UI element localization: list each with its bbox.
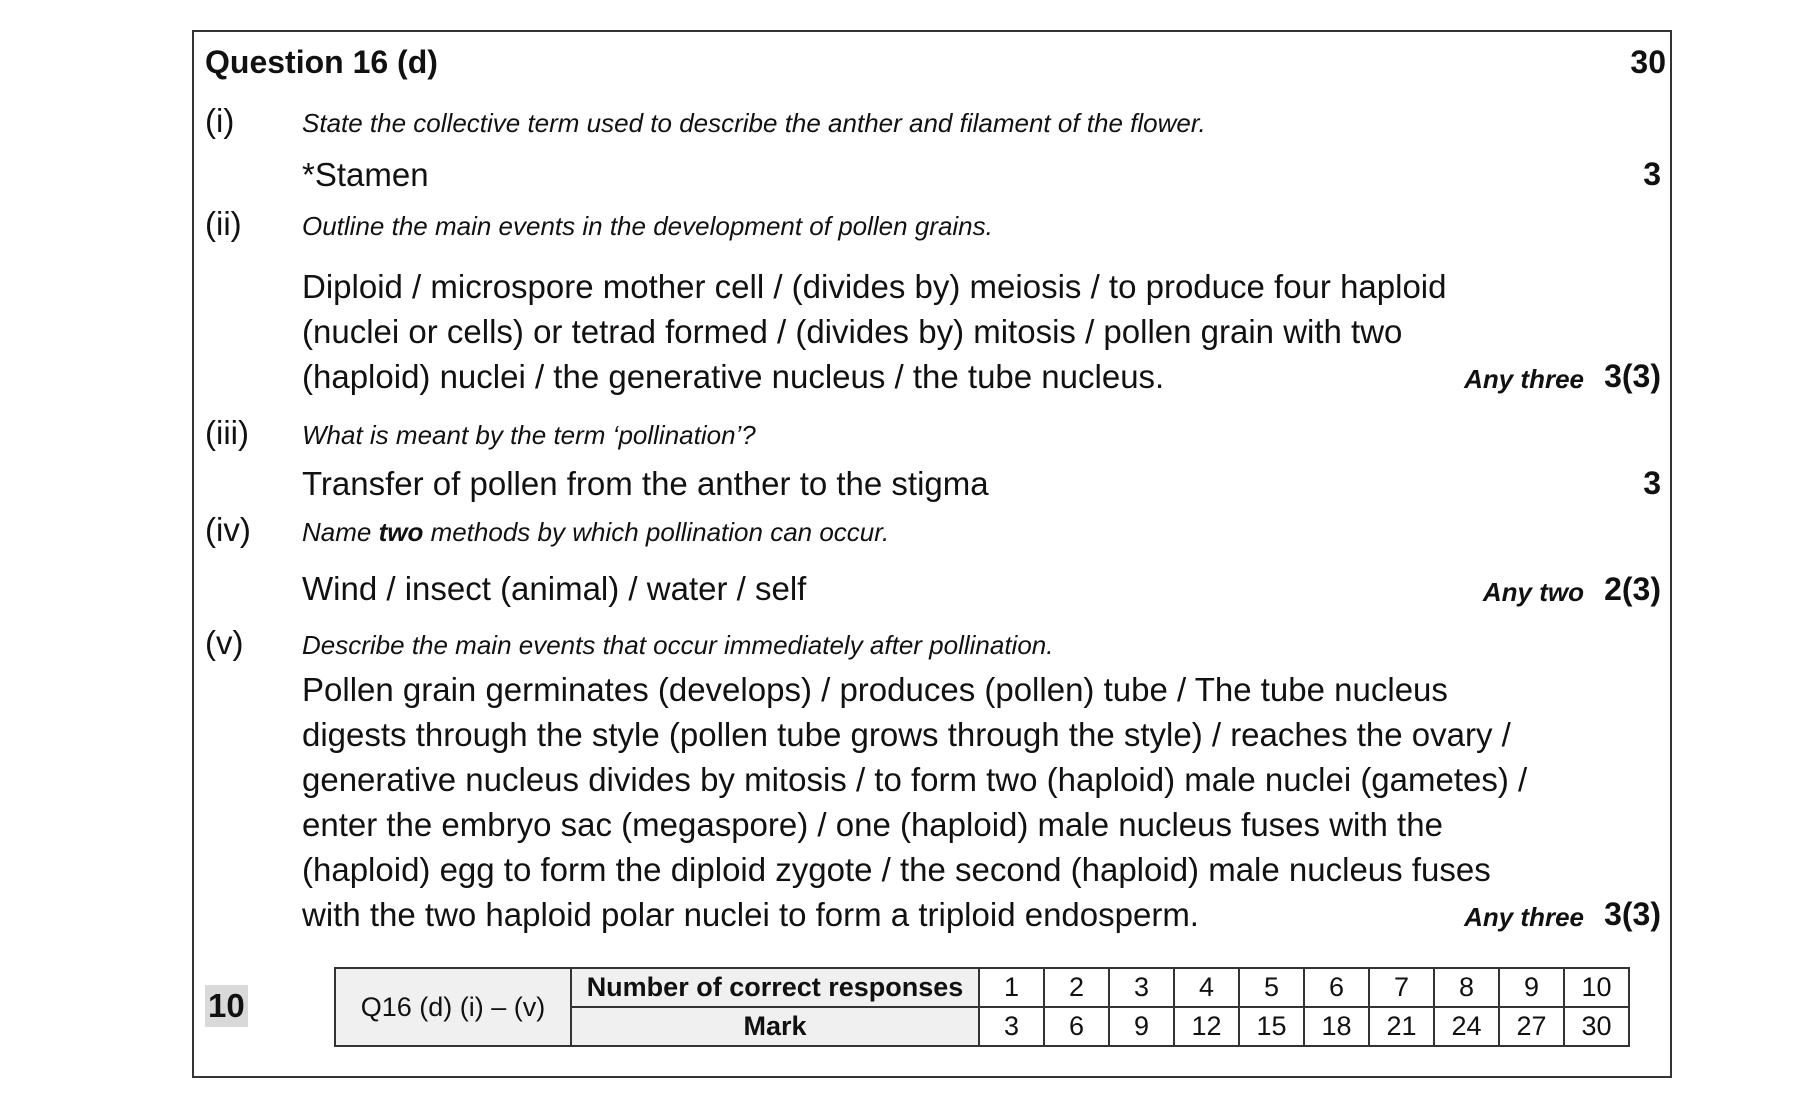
part-v-number: (v)	[205, 624, 244, 661]
mark-cell: 12	[1174, 1007, 1239, 1046]
part-ii-qualifier: Any three	[1464, 364, 1584, 394]
response-cell: 8	[1434, 968, 1499, 1007]
response-cell: 5	[1239, 968, 1304, 1007]
part-v-answer-line-5: (haploid) egg to form the diploid zygote / the second (haploid) male nucleus fuses	[302, 851, 1491, 888]
mark-cell: 27	[1499, 1007, 1564, 1046]
part-i-prompt: State the collective term used to describe the anther and filament of the flower.	[302, 108, 1206, 138]
response-cell: 3	[1109, 968, 1174, 1007]
score-table-question-label: Q16 (d) (i) – (v)	[335, 968, 571, 1046]
part-ii-answer-line-1: Diploid / microspore mother cell / (divides by) meiosis / to produce four haploid	[302, 268, 1447, 305]
part-v-answer-line-2: digests through the style (pollen tube grows through the style) / reaches the ovary /	[302, 716, 1511, 753]
response-cell: 7	[1369, 968, 1434, 1007]
mark-cell: 9	[1109, 1007, 1174, 1046]
mark-cell: 24	[1434, 1007, 1499, 1046]
part-iv-prompt-start: Name	[302, 517, 379, 547]
part-v-mark: 3(3)	[1604, 896, 1661, 932]
score-table	[334, 967, 1630, 1047]
part-v-answer-line-1: Pollen grain germinates (develops) / produces (pollen) tube / The tube nucleus	[302, 671, 1448, 708]
mark-cell: 15	[1239, 1007, 1304, 1046]
mark-cell: 21	[1369, 1007, 1434, 1046]
response-cell: 2	[1044, 968, 1109, 1007]
part-v-prompt: Describe the main events that occur immediately after pollination.	[302, 630, 1054, 660]
part-iv-answer: Wind / insect (animal) / water / self	[302, 570, 807, 607]
part-v-answer-line-4: enter the embryo sac (megaspore) / one (haploid) male nucleus fuses with the	[302, 806, 1443, 843]
part-v-qualifier: Any three	[1464, 902, 1584, 932]
part-v-answer-line-3: generative nucleus divides by mitosis / to form two (haploid) male nuclei (gametes) /	[302, 761, 1528, 798]
part-i-answer: *Stamen	[302, 156, 429, 193]
part-iii-mark: 3	[1643, 465, 1661, 501]
question-title: Question 16 (d)	[205, 44, 438, 80]
response-cell: 1	[979, 968, 1044, 1007]
part-i-mark: 3	[1643, 156, 1661, 192]
part-iv-prompt-end: methods by which pollination can occur.	[423, 517, 890, 547]
part-iv-qualifier: Any two	[1482, 577, 1584, 607]
part-iii-prompt: What is meant by the term ‘pollination’?	[302, 420, 756, 450]
part-iii-number: (iii)	[205, 414, 249, 451]
part-iv-prompt	[302, 517, 889, 548]
part-ii-prompt: Outline the main events in the development of pollen grains.	[302, 211, 993, 241]
part-ii-mark: 3(3)	[1604, 358, 1661, 394]
mark-cell: 30	[1564, 1007, 1629, 1046]
responses-header: Number of correct responses	[571, 968, 979, 1007]
mark-cell: 6	[1044, 1007, 1109, 1046]
response-cell: 6	[1304, 968, 1369, 1007]
part-ii-answer-line-3: (haploid) nuclei / the generative nucleus / the tube nucleus.	[302, 358, 1165, 395]
table-row-responses	[335, 968, 1629, 1007]
part-iv-prompt-emphasis: two	[378, 517, 424, 547]
marks-badge: 10	[205, 985, 248, 1027]
part-ii-number: (ii)	[205, 205, 242, 242]
mark-header: Mark	[571, 1007, 979, 1046]
response-cell: 10	[1564, 968, 1629, 1007]
mark-cell: 3	[979, 1007, 1044, 1046]
part-ii-answer-line-2: (nuclei or cells) or tetrad formed / (divides by) mitosis / pollen grain with two	[302, 313, 1403, 350]
part-iii-answer: Transfer of pollen from the anther to the stigma	[302, 465, 989, 502]
part-iv-number: (iv)	[205, 511, 251, 548]
part-iv-mark: 2(3)	[1604, 571, 1661, 607]
total-marks: 30	[1630, 44, 1666, 80]
response-cell: 9	[1499, 968, 1564, 1007]
response-cell: 4	[1174, 968, 1239, 1007]
mark-cell: 18	[1304, 1007, 1369, 1046]
part-i-number: (i)	[205, 102, 235, 139]
part-v-answer-line-6: with the two haploid polar nuclei to form a triploid endosperm.	[302, 896, 1199, 933]
